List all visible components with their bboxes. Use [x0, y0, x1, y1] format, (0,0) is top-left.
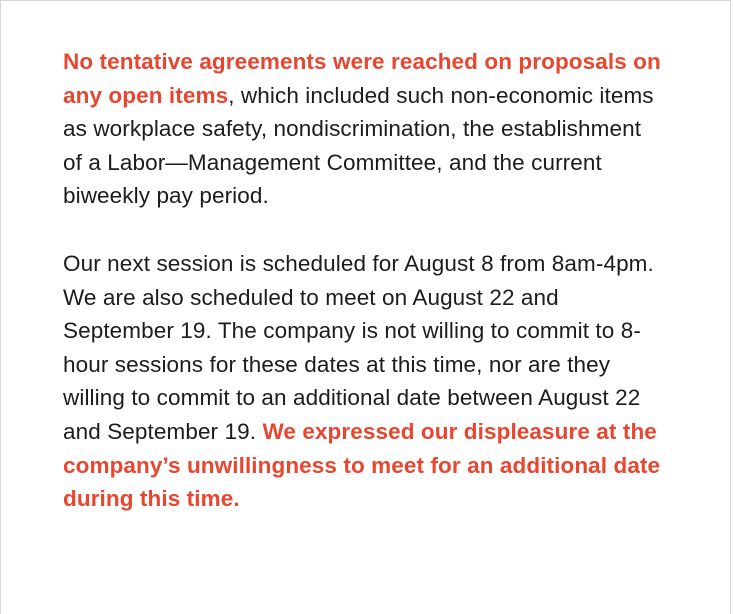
- paragraph-next-session: [63, 247, 663, 516]
- highlighted-text: No tentative agreements were reached on proposals on any open items: [63, 49, 661, 108]
- highlighted-text: We expressed our displeasure at the company’s unwillingness to meet for an additional date during this time.: [63, 418, 661, 512]
- document-body: [63, 45, 663, 550]
- body-text: , which included such non-economic items as workplace safety, nondiscrimination, the establishment of a Labor—Management Committee, and the current biweekly pay period.: [63, 82, 654, 209]
- paragraph-tentative-agreements: [63, 45, 663, 213]
- body-text: Our next session is scheduled for August 8 from 8am-4pm. We are also scheduled to meet on August 22 and September 19. The company is not willing to commit to 8-hour sessions for these dates at this time, nor are they willing to commit to an additional date between August 22 and September 19.: [63, 250, 654, 444]
